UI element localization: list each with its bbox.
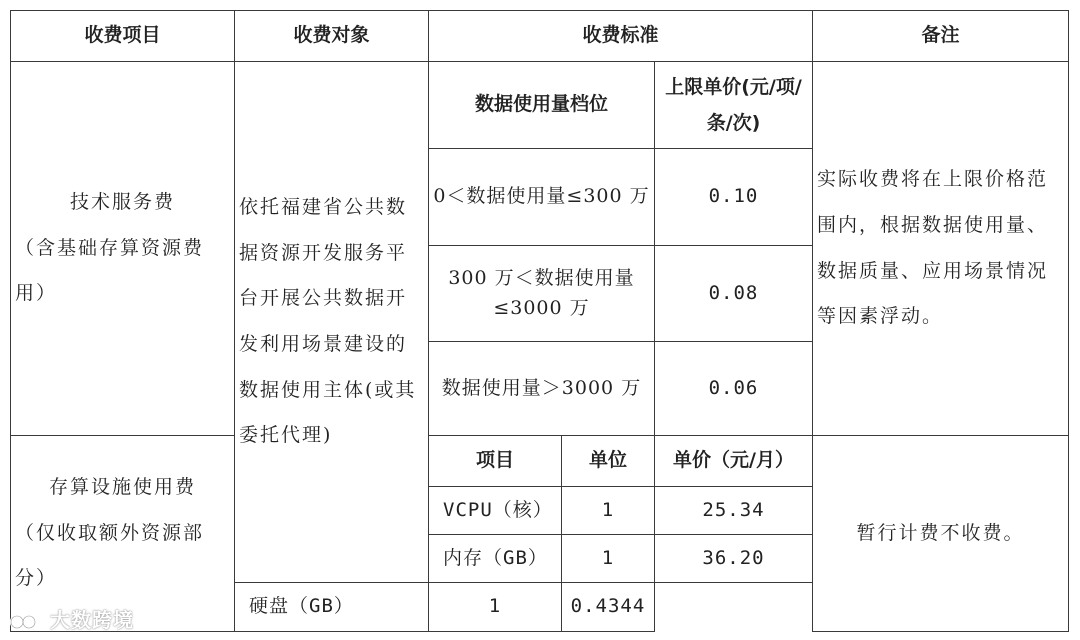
storage-unit: 1 — [429, 583, 562, 632]
storage-price: 36.20 — [655, 535, 813, 583]
storage-fee-note: （仅收取额外资源部分） — [15, 521, 205, 590]
header-item: 收费项目 — [11, 11, 235, 62]
header-row — [11, 11, 1069, 62]
storage-fee-label: 存算设施使用费 — [48, 476, 196, 499]
storage-item-header: 项目 — [429, 436, 562, 487]
storage-item: 内存（GB） — [429, 535, 562, 583]
storage-item: VCPU（核） — [429, 487, 562, 535]
tier-range: 0＜数据使用量≤300 万 — [429, 149, 655, 246]
header-remarks: 备注 — [813, 11, 1069, 62]
storage-item: 硬盘（GB） — [235, 583, 429, 632]
tier-column-header: 数据使用量档位 — [429, 62, 655, 149]
price-cap-column-header: 上限单价(元/项/条/次) — [655, 62, 813, 149]
tech-fee-note: （含基础存算资源费用） — [15, 236, 205, 305]
fee-table — [10, 10, 1069, 632]
storage-subheader-row — [11, 436, 1069, 487]
fee-target-cell — [235, 62, 429, 583]
tech-subheader-row — [11, 62, 1069, 149]
storage-unit: 1 — [562, 487, 655, 535]
storage-fee-remark: 暂行计费不收费。 — [813, 436, 1069, 632]
tier-price: 0.10 — [655, 149, 813, 246]
tech-fee-label: 技术服务费 — [69, 191, 175, 214]
storage-fee-label-cell — [11, 436, 235, 632]
tech-fee-label-cell — [11, 62, 235, 436]
storage-price: 25.34 — [655, 487, 813, 535]
watermark-text: 大数跨境 — [49, 608, 134, 632]
header-target: 收费对象 — [235, 11, 429, 62]
tier-range: 数据使用量＞3000 万 — [429, 342, 655, 436]
watermark-logo-icon — [8, 612, 42, 632]
tech-fee-remark: 实际收费将在上限价格范围内，根据数据使用量、数据质量、应用场景情况等因素浮动。 — [817, 168, 1049, 328]
fee-target-text: 依托福建省公共数据资源开发服务平台开展公共数据开发利用场景建设的数据使用主体(或其委托代理) — [239, 196, 417, 447]
storage-unit: 1 — [562, 535, 655, 583]
tier-price: 0.06 — [655, 342, 813, 436]
storage-unit-header: 单位 — [562, 436, 655, 487]
storage-price: 0.4344 — [562, 583, 655, 632]
storage-price-header: 单价（元/月） — [655, 436, 813, 487]
tier-range: 300 万＜数据使用量≤3000 万 — [429, 246, 655, 342]
watermark — [8, 604, 134, 633]
header-standard: 收费标准 — [429, 11, 813, 62]
tech-fee-remark-cell — [813, 62, 1069, 436]
tier-price: 0.08 — [655, 246, 813, 342]
